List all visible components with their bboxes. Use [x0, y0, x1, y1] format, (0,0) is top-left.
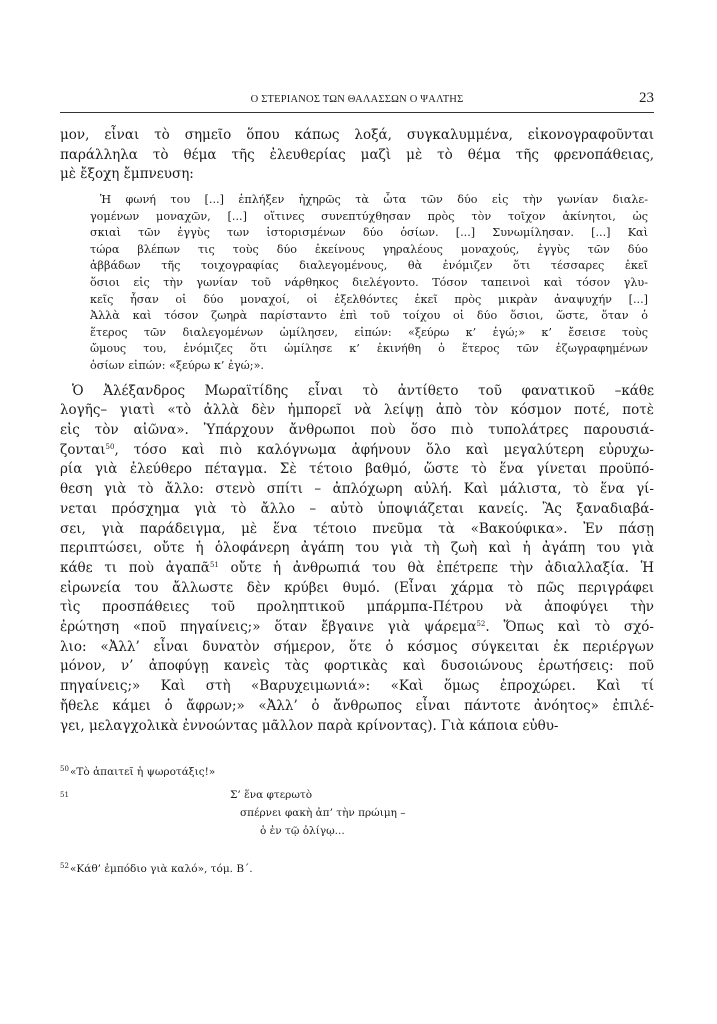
text-line [60, 717, 654, 737]
footnote-ref[interactable]: 51 [209, 560, 219, 569]
quote-line: τώρα βλέπων τις τοὺς δύο ἐκείνους γηραλέους μοναχούς, ἐγγὺς τῶν δύο [90, 242, 648, 256]
line-text: ἐρώτηση «ποῦ πηγαίνεις;» ὅταν ἔβγαινε γιὰ ψάρεμα [60, 619, 477, 636]
text-line [60, 480, 654, 500]
text-line: μον, εἶναι τὸ σημεῖο ὅπου κάπως λοξά, συγκαλυμμένα, εἰκονογραφοῦνται [60, 127, 654, 143]
line-text: ρία γιὰ ἐλεύθερο πέταγμα. Σὲ τέτοιο βαθμό, ὥστε τὸ ἕνα γίνεται προϋπό- [60, 461, 654, 478]
quote-line: σκιαὶ τῶν ἐγγὺς των ἱστορισμένων δύο ὁσίων. [...] Συνωμίλησαν. [...] Καὶ [90, 226, 648, 240]
text-line [60, 598, 654, 618]
text-line [60, 618, 654, 638]
paragraph-1 [60, 126, 654, 185]
quote-line: γομένων μοναχῶν, [...] οἵτινες συνεπτύχθησαν πρὸς τὸν τοῖχον ἀκίνητοι, ὡς [90, 209, 648, 223]
quote-line: ὅσιοι εἰς τὴν γωνίαν τοῦ νάρθηκος διελέγοντο. Τόσον ταπεινοὶ καὶ τόσον γλυ- [90, 276, 648, 290]
paragraph-2 [60, 382, 654, 737]
poem-line: Σ’ ἕνα φτερωτὸ [230, 788, 313, 801]
line-text: λιο: «Ἀλλ’ εἶναι δυνατὸν σήμερον, ὅτε ὁ κόσμος σύγκειται ἐκ περιέργων [60, 638, 654, 655]
text-line [60, 539, 654, 559]
main-text [60, 126, 654, 736]
line-text: , τόσο καὶ πιὸ καλόγνωμα ἀφήνουν ὅλο καὶ μεγαλύτερη εὐρυχω- [114, 441, 654, 458]
line-text: οὔτε ἡ ἀνθρωπιά του θὰ ἐπέτρεπε τὴν ἀδιαλλαξία. Ἡ [218, 559, 654, 576]
text-line [60, 677, 654, 697]
text-line [60, 657, 654, 677]
running-header [60, 92, 654, 113]
text-line [60, 460, 654, 480]
line-text: κάθε τι ποὺ ἀγαπᾶ [60, 559, 210, 576]
footnote-ref[interactable]: 50 [105, 442, 115, 451]
running-title: Ο ΣΤΕΡΙΑΝΟΣ ΤΩΝ ΘΑΛΑΣΣΩΝ Ο ΨΑΛΤΗΣ [250, 94, 464, 105]
text-line [60, 382, 654, 402]
quote-line: ὤμους του, ἐνόμιζες ὅτι ὡμίλησε κ’ ἐκινήθη ὁ ἕτερος τῶν ἐζωγραφημένων [90, 342, 648, 356]
footnote-text: «Κάθ’ ἐμπόδιο γιὰ καλό», τόμ. Β΄. [70, 862, 253, 875]
footnote-ref[interactable]: 52 [476, 620, 486, 629]
line-text: λογῆς– γιατὶ «τὸ ἀλλὰ δὲν ἠμπορεῖ νὰ λείψῃ ἀπὸ τὸν κόσμον ποτέ, ποτὲ [60, 402, 654, 419]
line-text: γει, μελαγχολικὰ ἐννοώντας μᾶλλον παρὰ κρίνοντας). Γιὰ κάποια εὐθυ- [60, 717, 559, 734]
block-quote [90, 192, 648, 375]
line-text: περιπτώσει, οὔτε ἡ ὁλοφάνερη ἀγάπη του γιὰ τὴ ζωὴ καὶ ἡ ἀγάπη του γιὰ [60, 540, 654, 557]
poem-line: ὁ ἐν τῷ ὀλίγῳ... [260, 824, 345, 837]
footnote-mark: 52 [60, 861, 69, 870]
line-text: νεται πρόσχημα γιὰ τὸ ἄλλο – αὐτὸ ὑποψιάζεται κανείς. Ἂς ξαναδιαβά- [60, 500, 654, 517]
footnote-text: «Τὸ ἀπαιτεῖ ἡ ψωροτάξις!» [70, 766, 216, 778]
page-number: 23 [639, 90, 654, 106]
poem-line: σπέρνει φακὴ ἀπ’ τὴν πρώιμη – [240, 806, 406, 819]
footnote-50 [60, 765, 654, 780]
footnotes [60, 765, 654, 876]
quote-line: ἕτερος τῶν διαλεγομένων ὡμίλησεν, εἰπών: «ξεύρω κ’ ἐγώ;» κ’ ἔσεισε τοὺς [90, 325, 648, 339]
footnote-52 [60, 862, 654, 877]
line-text: . Ὅπως καὶ τὸ σχό- [485, 619, 654, 636]
quote-line: ὁσίων εἰπών: «ξεύρω κ’ ἐγώ;». [90, 359, 264, 373]
footnote-mark: 50 [60, 765, 69, 773]
text-line [60, 638, 654, 658]
line-text: τὶς προσπάθειες τοῦ προληπτικοῦ μπάρμπα-Πέτρου νὰ ἀποφύγει τὴν [60, 599, 654, 616]
quote-line: Ἀλλὰ καὶ τόσον ζωηρὰ παρίσταντο ἐπὶ τοῦ τοίχου οἱ δύο ὅσιοι, ὥστε, ὅταν ὁ [90, 309, 648, 323]
line-text: Ὁ Ἀλέξανδρος Μωραϊτίδης εἶναι τὸ ἀντίθετο τοῦ φανατικοῦ –κάθε [72, 382, 654, 399]
text-line: παράλληλα τὸ θέμα τῆς ἐλευθερίας μαζὶ μὲ τὸ θέμα τῆς φρενοπάθειας, [60, 146, 654, 163]
line-text: θεση γιὰ τὸ ἄλλο: στενὸ σπίτι – ἀπλόχωρη αὐλή. Καὶ μάλιστα, τὸ ἕνα γί- [60, 481, 654, 498]
text-line [60, 421, 654, 441]
line-text: πηγαίνεις;» Καὶ στὴ «Βαρυχειμωνιά»: «Καὶ ὅμως ἐπροχώρει. Καὶ τί [60, 678, 654, 695]
quote-line: ἀββάδων τῆς τοιχογραφίας διαλεγομένους, θὰ ἐνόμιζεν ὅτι τέσσαρες ἐκεῖ [90, 259, 648, 273]
text-line [60, 441, 654, 461]
quote-line: κεῖς ἦσαν οἱ δύο μοναχοί, οἱ ἐξελθόντες ἐκεῖ πρὸς μικρὰν ἀναψυχήν [...] [90, 292, 648, 306]
line-text: ζονται [60, 441, 106, 458]
footnote-mark: 51 [60, 790, 69, 799]
text-line [60, 520, 654, 540]
text-line [60, 500, 654, 520]
quote-line: Ἡ φωνή του [...] ἐπλήξεν ἠχηρῶς τὰ ὦτα τῶν δύο εἰς τὴν γωνίαν διαλε- [100, 193, 648, 207]
text-line [60, 401, 654, 421]
line-text: σει, γιὰ παράδειγμα, μὲ ἕνα τέτοιο πνεῦμα τὰ «Βακούφικα». Ἐν πάσῃ [60, 520, 654, 537]
line-text: εἰρωνεία του ἄλλωστε δὲν κρύβει θυμό. (Εἶναι χάρμα τὸ πῶς περιγράφει [60, 579, 654, 596]
footnote-51 [60, 788, 654, 848]
text-line [60, 559, 654, 579]
line-text: ἤθελε κάμει ὁ ἄφρων;» «Ἀλλ’ ὁ ἄνθρωπος εἶναι πάντοτε ἀνόητος» ἐπιλέ- [60, 697, 654, 714]
text-line [60, 697, 654, 717]
text-line [60, 579, 654, 599]
text-line: μὲ ἔξοχη ἔμπνευση: [60, 166, 194, 183]
line-text: μόνον, ν’ ἀποφύγῃ κανεὶς τὰς φορτικὰς καὶ δυσοιώνους ἐρωτήσεις: ποῦ [60, 658, 654, 675]
line-text: εἰς τὸν αἰῶνα». Ὑπάρχουν ἄνθρωποι ποὺ ὅσο πιὸ τυπολάτρες παρουσιά- [60, 422, 654, 439]
